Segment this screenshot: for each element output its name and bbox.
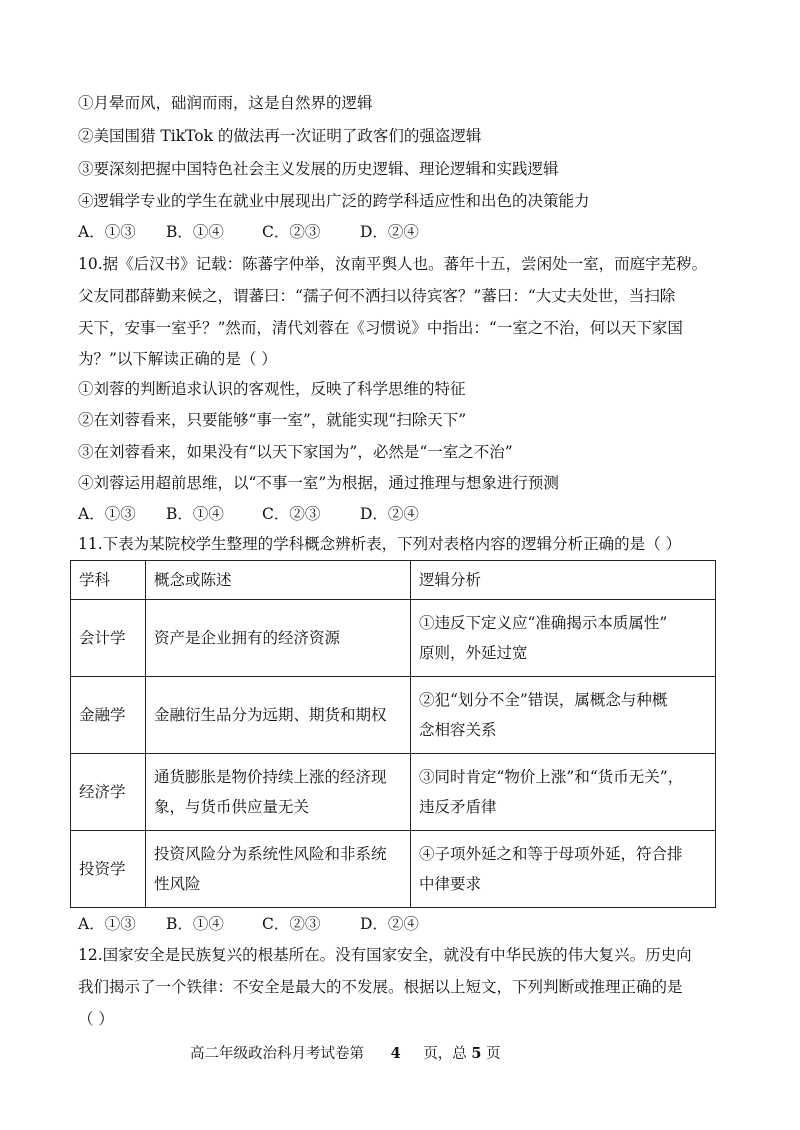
row-concept: 资产是企业拥有的经济资源 <box>146 600 411 677</box>
row-analysis-line: ④子项外延之和等于母项外延，符合排 <box>419 845 683 863</box>
q9-item-1: ①月晕而风，础润而雨，这是自然界的逻辑 <box>78 94 373 112</box>
row-concept-line: 性风险 <box>154 875 201 893</box>
row-analysis <box>411 754 716 831</box>
row-analysis <box>411 600 716 677</box>
q11-option-d: D．②④ <box>360 915 419 933</box>
row-analysis-line: 原则，外延过宽 <box>419 644 528 662</box>
row-analysis <box>411 831 716 908</box>
table-row <box>71 677 716 754</box>
q12-stem-line-2: 我们揭示了一个铁律：不安全是最大的不发展。根据以上短文，下列判断或推理正确的是 <box>78 978 683 996</box>
q10-item-2: ②在刘蓉看来，只要能够“事一室”，就能实现“扫除天下” <box>78 411 467 429</box>
footer-page-number: 4 <box>390 1045 401 1062</box>
q12-stem-line-3: （ ） <box>78 1010 114 1028</box>
q10-item-3: ③在刘蓉看来，如果没有“以天下家国为”，必然是“一室之不治” <box>78 443 513 461</box>
q10-options <box>78 503 450 525</box>
row-subject: 投资学 <box>71 831 146 908</box>
q9-option-a: A．①③ <box>78 223 136 241</box>
q11-options <box>78 913 450 935</box>
row-concept-line: 通货膨胀是物价持续上涨的经济现 <box>154 768 387 786</box>
row-analysis-line: 念相容关系 <box>419 721 497 739</box>
row-analysis <box>411 677 716 754</box>
q9-item-4: ④逻辑学专业的学生在就业中展现出广泛的跨学科适应性和出色的决策能力 <box>78 192 590 210</box>
q11-option-b: B．①④ <box>166 915 224 933</box>
q9-option-b: B．①④ <box>166 223 224 241</box>
table-row <box>71 831 716 908</box>
q12-stem-line-1: 12.国家安全是民族复兴的根基所在。没有国家安全，就没有中华民族的伟大复兴。历史向 <box>78 946 692 964</box>
footer-prefix: 高二年级政治科月考试卷第 <box>190 1046 364 1062</box>
row-analysis-line: ①违反下定义应“准确揭示本质属性” <box>419 614 668 632</box>
q11-option-c: C．②③ <box>262 915 321 933</box>
footer-suffix: 页 <box>486 1046 501 1062</box>
header-subject: 学科 <box>71 561 146 600</box>
row-subject: 金融学 <box>71 677 146 754</box>
concept-analysis-table <box>70 560 716 908</box>
q9-option-c: C．②③ <box>262 223 321 241</box>
row-analysis-line: ②犯“划分不全”错误，属概念与种概 <box>419 691 668 709</box>
row-subject: 会计学 <box>71 600 146 677</box>
table-row <box>71 600 716 677</box>
q10-option-b: B．①④ <box>166 505 224 523</box>
q11-option-a: A．①③ <box>78 915 136 933</box>
q9-item-3: ③要深刻把握中国特色社会主义发展的历史逻辑、理论逻辑和实践逻辑 <box>78 160 559 178</box>
q11-stem: 11.下表为某院校学生整理的学科概念辨析表，下列对表格内容的逻辑分析正确的是（ ） <box>78 535 682 553</box>
row-concept-line: 象，与货币供应量无关 <box>154 798 310 816</box>
row-concept: 金融衍生品分为远期、期货和期权 <box>146 677 411 754</box>
q10-stem-line-3: 天下，安事一室乎？”然而，清代刘蓉在《习惯说》中指出：“一室之不治，何以天下家国 <box>78 319 683 337</box>
table-header-row <box>71 561 716 600</box>
row-concept <box>146 754 411 831</box>
table-row <box>71 754 716 831</box>
q10-option-a: A．①③ <box>78 505 136 523</box>
q10-option-c: C．②③ <box>262 505 321 523</box>
header-analysis: 逻辑分析 <box>411 561 716 600</box>
row-subject: 经济学 <box>71 754 146 831</box>
footer-total-pages: 5 <box>471 1045 482 1062</box>
q9-options <box>78 221 450 243</box>
page-footer <box>190 1043 501 1065</box>
footer-middle: 页，总 <box>423 1046 467 1062</box>
row-concept-line: 投资风险分为系统性风险和非系统 <box>154 845 387 863</box>
header-concept: 概念或陈述 <box>146 561 411 600</box>
q10-stem-line-2: 父友同郡薛勤来候之，谓蕃曰：“孺子何不洒扫以待宾客？”蕃曰：“大丈夫处世，当扫除 <box>78 287 676 305</box>
q10-item-1: ①刘蓉的判断追求认识的客观性，反映了科学思维的特征 <box>78 380 466 398</box>
q10-stem-line-1: 10.据《后汉书》记载：陈蕃字仲举，汝南平舆人也。蕃年十五，尝闲处一室，而庭宇芜秽。 <box>78 255 708 273</box>
q10-item-4: ④刘蓉运用超前思维，以“不事一室”为根据，通过推理与想象进行预测 <box>78 474 559 492</box>
row-analysis-line: 违反矛盾律 <box>419 798 497 816</box>
q9-option-d: D．②④ <box>360 223 419 241</box>
row-concept <box>146 831 411 908</box>
row-analysis-line: ③同时肯定“物价上涨”和“货币无关”， <box>419 768 684 786</box>
q10-option-d: D．②④ <box>360 505 419 523</box>
row-analysis-line: 中律要求 <box>419 875 482 893</box>
q9-item-2: ②美国围猎 TikTok 的做法再一次证明了政客们的强盗逻辑 <box>78 127 482 145</box>
q10-stem-line-4: 为？”以下解读正确的是（ ） <box>78 350 277 368</box>
